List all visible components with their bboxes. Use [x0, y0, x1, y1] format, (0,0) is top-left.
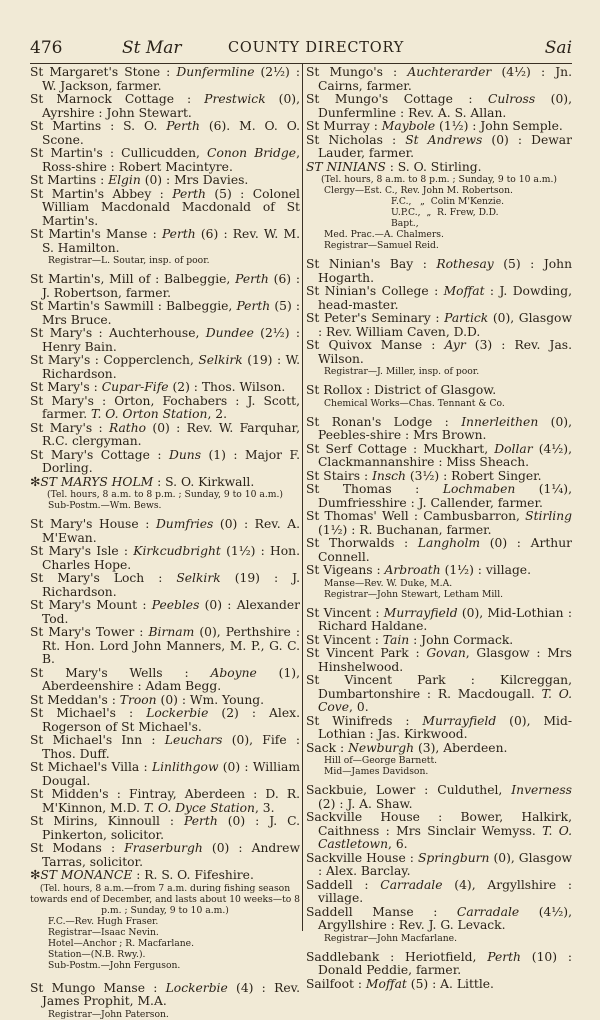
directory-entry: St Martin's, Mill of : Balbeggie, Perth (6) : J. Robertson, farmer. — [30, 272, 301, 300]
directory-entry: St Meddan's : Troon (0) : Wm. Young. — [30, 692, 265, 707]
entry-subline: Sub-Postm.—Wm. Bews. — [48, 500, 162, 511]
page-number: 476 — [30, 38, 63, 58]
directory-entry: St Mary's : Copperclench, Selkirk (19) : W. Richardson. — [30, 353, 300, 381]
directory-entry: St Ronan's Lodge : Innerleithen (0), Peebles-shire : Mrs Brown. — [306, 414, 572, 442]
directory-entry: ✻ST MONANCE : R. S. O. Fifeshire. — [30, 868, 254, 882]
directory-entry: St Mungo Manse : Lockerbie (4) : Rev. James Prophit, M.A. — [30, 980, 300, 1008]
column-divider — [302, 64, 303, 931]
directory-entry: St Mary's : Auchterhouse, Dundee (2½) : Henry Bain. — [30, 326, 300, 354]
directory-entry: St Rollox : District of Glasgow. — [306, 383, 497, 397]
entry-subline: Registrar—L. Soutar, insp. of poor. — [48, 255, 210, 266]
directory-entry: Sackville House : Springburn (0), Glasgow : Alex. Barclay. — [306, 850, 573, 878]
directory-entry: St Mary's Mount : Peebles (0) : Alexander Tod. — [30, 598, 301, 626]
directory-entry: St Murray : Maybole (1½) : John Semple. — [306, 119, 563, 133]
entry-subline: (Tel. hours, 8 a.m. to 8 p.m. ; Sunday, 9 to 10 a.m.) — [47, 489, 283, 500]
directory-entry: St Mary's House : Dumfries (0) : Rev. A. M'Ewan. — [30, 517, 300, 545]
directory-entry: St Mary's Isle : Kirkcudbright (1½) : Hon. Charles Hope. — [30, 544, 300, 572]
directory-entry: St Michael's : Lockerbie (2) : Alex. Rogerson of St Michael's. — [30, 706, 300, 734]
running-head: St Mar — [122, 38, 182, 58]
entry-subline: Mid—James Davidson. — [324, 766, 429, 777]
directory-entry: St Vigeans : Arbroath (1½) : village. — [306, 563, 531, 577]
directory-entry: ST NINIANS : S. O. Stirling. — [306, 159, 482, 174]
entry-subline: F.C., „ Colin M'Kenzie. — [391, 196, 505, 207]
entry-subline: Clergy—Est. C., Rev. John M. Robertson. — [324, 185, 513, 196]
directory-entry: St Martin's Sawmill : Balbeggie, Perth (5) : Mrs Bruce. — [30, 299, 301, 327]
directory-entry: ✻ST MARYS HOLM : S. O. Kirkwall. — [30, 474, 255, 489]
entry-subline: Sub-Postm.—John Ferguson. — [48, 959, 181, 971]
entry-subline: Bapt., — [391, 218, 419, 229]
directory-entry: Saddell : Carradale (4), Argyllshire : village. — [306, 877, 572, 905]
entry-subline: Med. Prac.—A. Chalmers. — [324, 229, 444, 240]
directory-entry: Sackville House : Bower, Halkirk, Caithness : Mrs Sinclair Wemyss. T. O. Castletown, 6. — [306, 810, 573, 851]
directory-entry: St Serf Cottage : Muckhart, Dollar (4½), Clackmannanshire : Miss Sheach. — [306, 441, 572, 469]
directory-entry: St Mungo's : Auchterarder (4½) : Jn. Cairns, farmer. — [306, 65, 572, 93]
entry-subline: Chemical Works—Chas. Tennant & Co. — [324, 397, 505, 409]
directory-entry: St Thorwalds : Langholm (0) : Arthur Connell. — [306, 536, 572, 564]
directory-entry: St Mary's : Cupar-Fife (2) : Thos. Wilson. — [30, 380, 286, 394]
directory-entry: St Ninian's College : Moffat : J. Dowding, head-master. — [306, 284, 572, 312]
directory-entry: St Mary's : Ratho (0) : Rev. W. Farquhar, R.C. clergyman. — [30, 420, 300, 448]
directory-entry: St Midden's : Fintray, Aberdeen : D. R. M'Kinnon, M.D. T. O. Dyce Station, 3. — [30, 787, 300, 815]
directory-entry: St Vincent : Murrayfield (0), Mid-Lothian : Richard Haldane. — [306, 605, 572, 633]
directory-entry: Saddlebank : Heriotfield, Perth (10) : Donald Peddie, farmer. — [306, 949, 572, 977]
entry-subline: Hotel—Anchor ; R. Macfarlane. — [48, 937, 195, 949]
directory-entry: St Vincent : Tain : John Cormack. — [306, 632, 514, 647]
directory-entry: St Martins : Elgin (0) : Mrs Davies. — [30, 173, 249, 187]
directory-entry: St Michael's Inn : Leuchars (0), Fife : Thos. Duff. — [30, 733, 300, 761]
directory-entry: St Vincent Park : Govan, Glasgow : Mrs Hinshelwood. — [306, 646, 572, 674]
directory-entry: St Peter's Seminary : Partick (0), Glasgow : Rev. William Caven, D.D. — [306, 311, 572, 339]
directory-entry: St Martins : S. O. Perth (6). M. O. O. Scone. — [30, 119, 300, 147]
directory-entry: St Mary's Wells : Aboyne (1), Aberdeenshire : Adam Begg. — [30, 665, 300, 693]
directory-entry: St Quivox Manse : Ayr (3) : Rev. Jas. Wilson. — [306, 338, 572, 366]
directory-entry: St Mary's : Orton, Fochabers : J. Scott, farmer. T. O. Orton Station, 2. — [30, 393, 300, 421]
entry-subline: Registrar—John Stewart, Letham Mill. — [324, 588, 504, 600]
directory-entry: St Mary's Loch : Selkirk (19) : J. Richardson. — [30, 571, 300, 599]
directory-entry: St Michael's Villa : Linlithgow (0) : William Dougal. — [30, 760, 300, 788]
entry-subline: Registrar—J. Miller, insp. of poor. — [324, 366, 480, 377]
entry-subline: Registrar—Isaac Nevin. — [48, 926, 159, 938]
left-column — [30, 65, 301, 1020]
directory-entry: St Martin's : Cullicudden, Conon Bridge, Ross-shire : Robert Macintyre. — [30, 146, 300, 174]
directory-entry: St Stairs : Insch (3½) : Robert Singer. — [306, 468, 542, 483]
directory-entry: St Martin's Manse : Perth (6) : Rev. W. M. S. Hamilton. — [30, 227, 300, 255]
running-key: Sai — [544, 38, 572, 58]
directory-entry: St Thomas : Lochmaben (1¼), Dumfriesshire : J. Callender, farmer. — [306, 482, 573, 510]
directory-entry: Sailfoot : Moffat (5) : A. Little. — [306, 976, 494, 991]
directory-entry: Sack : Newburgh (3), Aberdeen. — [306, 740, 508, 755]
directory-entry: St Winifreds : Murrayfield (0), Mid-Lothian : Jas. Kirkwood. — [306, 713, 572, 741]
entry-subline: Station—(N.B. Rwy.). — [48, 948, 146, 960]
directory-entry: St Marnock Cottage : Prestwick (0), Ayrshire : John Stewart. — [30, 92, 300, 120]
entry-subline: U.P.C., „ R. Frew, D.D. — [391, 207, 499, 218]
entry-subline: (Tel. hours, 8 a.m. to 8 p.m. ; Sunday, 9 to 10 a.m.) — [321, 174, 557, 185]
directory-entry: St Nicholas : St Andrews (0) : Dewar Lauder, farmer. — [306, 132, 572, 160]
entry-subline: Registrar—John Macfarlane. — [324, 932, 457, 944]
page-title: COUNTY DIRECTORY — [228, 40, 405, 56]
right-column — [306, 65, 573, 991]
entry-subline: Registrar—Samuel Reid. — [324, 240, 439, 251]
entry-subline: Registrar—John Paterson. — [48, 1008, 169, 1020]
entry-subline: Hill of—George Barnett. — [324, 755, 438, 766]
directory-entry: St Margaret's Stone : Dunfermline (2½) : W. Jackson, farmer. — [30, 65, 300, 93]
directory-entry: St Mungo's Cottage : Culross (0), Dunfermline : Rev. A. S. Allan. — [306, 92, 572, 120]
page-header — [30, 38, 572, 64]
entry-subline: (Tel. hours, 8 a.m.—from 7 a.m. during fishing season towards end of December, and lasts about 10 weeks—to 8 p.m. ; Sunday, 9 to 10 a.m.) — [30, 882, 301, 916]
entry-subline: F.C.—Rev. Hugh Fraser. — [48, 915, 159, 927]
directory-entry: Sackbuie, Lower : Culduthel, Inverness (2) : J. A. Shaw. — [306, 783, 572, 811]
header-rule — [30, 63, 572, 64]
directory-entry: St Vincent Park : Kilcreggan, Dumbartonshire : R. Macdougall. T. O. Cove, 0. — [306, 673, 573, 714]
directory-entry: St Thomas' Well : Cambusbarron, Stirling (1½) : R. Buchanan, farmer. — [306, 509, 572, 537]
directory-entry: St Mirins, Kinnoull : Perth (0) : J. C. Pinkerton, solicitor. — [30, 814, 300, 842]
directory-entry: St Mary's Tower : Birnam (0), Perthshire : Rt. Hon. Lord John Manners, M. P., G. C. B. — [30, 625, 300, 666]
entry-subline: Manse—Rev. W. Duke, M.A. — [324, 577, 453, 589]
directory-entry: Saddell Manse : Carradale (4½), Argyllshire : Rev. J. G. Levack. — [306, 904, 572, 932]
directory-entry: St Martin's Abbey : Perth (5) : Colonel William Macdonald Macdonald of St Martin's. — [30, 186, 300, 228]
directory-entry: St Mary's Cottage : Duns (1) : Major F. Dorling. — [30, 447, 300, 475]
directory-entry: St Modans : Fraserburgh (0) : Andrew Tarras, solicitor. — [30, 841, 300, 869]
directory-entry: St Ninian's Bay : Rothesay (5) : John Hogarth. — [306, 257, 572, 285]
